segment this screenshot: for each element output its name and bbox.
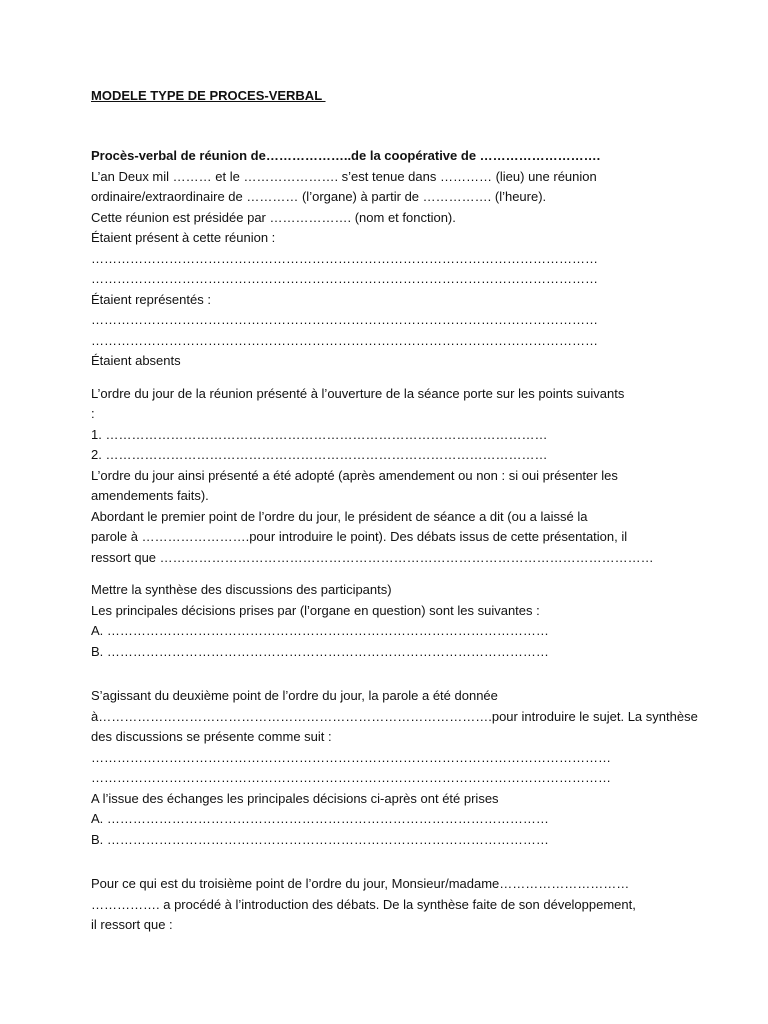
text-line: ………………………………………………………………………………………………………: [91, 271, 598, 286]
text-line: 1. …………………………………………………………………………………………: [91, 426, 548, 442]
text-line: L’an Deux mil ……… et le …………………. s’est tenue dans ………… (lieu) une réunion: [91, 168, 597, 184]
text-line: parole à …………………….pour introduire le point). Des débats issus de cette présentation, il: [91, 529, 628, 544]
text-line: …………………………………………………………………………………………………………: [91, 749, 611, 765]
text-line: Procès-verbal de réunion de………………..de la coopérative de ……………………….: [91, 148, 601, 163]
text-line: Étaient absents: [91, 353, 181, 368]
text-line: L’ordre du jour ainsi présenté a été adopté (après amendement ou non : si oui présenter les: [91, 467, 618, 483]
paragraph-gap: [91, 850, 691, 874]
text-line: ………………………………………………………………………………………………………: [91, 312, 598, 327]
text-line: ressort que ……………………………………………………………………………………………………: [91, 549, 654, 565]
text-line: Les principales décisions prises par (l’organe en question) sont les suivantes :: [91, 602, 540, 618]
text-line: ………………………………………………………………………………………………………: [91, 332, 598, 348]
document-body: [91, 146, 698, 936]
text-line: Étaient représentés :: [91, 291, 211, 307]
paragraph-gap: [91, 372, 691, 384]
text-line: B. …………………………………………………………………………………………: [91, 643, 549, 659]
text-line: ………………………………………………………………………………………………………: [91, 250, 598, 266]
paragraph-gap: [91, 662, 691, 686]
text-line: des discussions se présente comme suit :: [91, 729, 332, 744]
text-line: Pour ce qui est du troisième point de l’ordre du jour, Monsieur/madame…………………………: [91, 876, 630, 891]
document-title: MODELE TYPE DE PROCES-VERBAL: [91, 88, 326, 103]
text-line: il ressort que :: [91, 917, 173, 932]
text-line: A. …………………………………………………………………………………………: [91, 623, 549, 638]
text-line: :: [91, 406, 95, 421]
text-line: L’ordre du jour de la réunion présenté à l’ouverture de la séance porte sur les points suivants: [91, 385, 625, 401]
text-line: ordinaire/extraordinaire de ………… (l’organe) à partir de ……………. (l’heure).: [91, 189, 547, 204]
text-line: B. …………………………………………………………………………………………: [91, 831, 549, 847]
text-line: S’agissant du deuxième point de l’ordre du jour, la parole a été donnée: [91, 688, 498, 703]
text-line: amendements faits).: [91, 488, 209, 503]
paragraph-gap: [91, 568, 691, 580]
text-line: …………………………………………………………………………………………………………: [91, 770, 611, 785]
text-line: Cette réunion est présidée par ………………. (nom et fonction).: [91, 209, 456, 225]
text-line: Abordant le premier point de l’ordre du jour, le président de séance a dit (ou a laissé la: [91, 508, 588, 524]
text-line: A l’issue des échanges les principales décisions ci-après ont été prises: [91, 790, 499, 806]
text-line: à……………………………………………………………………………….pour introduire le sujet. La synthèse: [91, 708, 698, 724]
text-line: Étaient présent à cette réunion :: [91, 230, 276, 245]
text-line: Mettre la synthèse des discussions des participants): [91, 582, 392, 597]
text-line: 2. …………………………………………………………………………………………: [91, 447, 548, 462]
text-line: A. …………………………………………………………………………………………: [91, 811, 549, 826]
text-line: ……………. a procédé à l’introduction des débats. De la synthèse faite de son développement,: [91, 896, 636, 912]
